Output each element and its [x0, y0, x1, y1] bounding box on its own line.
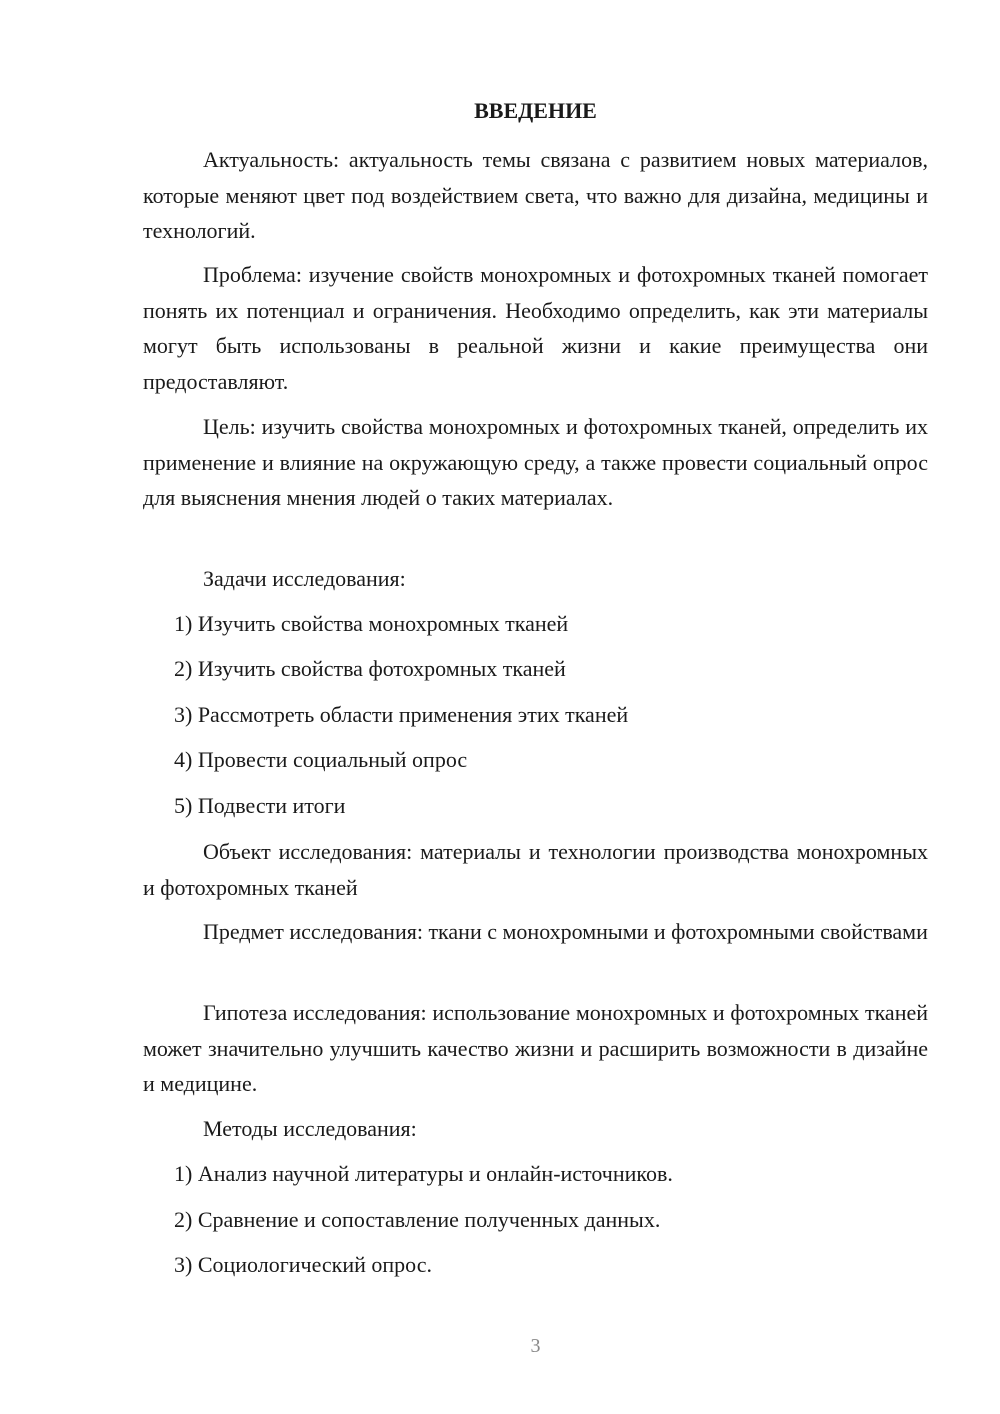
document-page [143, 0, 928, 1414]
methods-title: Методы исследования: [203, 1116, 417, 1141]
goal-paragraph: Цель: изучить свойства монохромных и фотохромных тканей, определить их применение и влияние на окружающую среду, а также провести социальный опрос для выяснения мнения людей о таких материалах. [143, 414, 928, 510]
subject-paragraph: Предмет исследования: ткани с монохромными и фотохромными свойствами [203, 919, 928, 944]
task-item: 3) Рассмотреть области применения этих тканей [174, 702, 629, 727]
object-paragraph: Объект исследования: материалы и технологии производства монохромных и фотохромных тканей [143, 839, 928, 900]
method-item: 1) Анализ научной литературы и онлайн-источников. [174, 1161, 673, 1186]
relevance-paragraph: Актуальность: актуальность темы связана с развитием новых материалов, которые меняют цвет под воздействием света, что важно для дизайна, медицины и технологий. [143, 147, 928, 243]
method-item: 3) Социологический опрос. [174, 1252, 432, 1277]
page-number: 3 [530, 1335, 541, 1357]
hypothesis-paragraph: Гипотеза исследования: использование монохромных и фотохромных тканей может значительно улучшить качество жизни и расширить возможности в дизайне и медицине. [143, 1000, 928, 1096]
tasks-title: Задачи исследования: [203, 566, 406, 591]
problem-paragraph: Проблема: изучение свойств монохромных и фотохромных тканей помогает понять их потенциал и ограничения. Необходимо определить, как эти материалы могут быть использованы в реальной жизни и какие преимущества они предоставляют. [143, 262, 928, 394]
task-item: 1) Изучить свойства монохромных тканей [174, 611, 569, 636]
task-item: 2) Изучить свойства фотохромных тканей [174, 656, 566, 681]
task-item: 4) Провести социальный опрос [174, 747, 468, 772]
task-item: 5) Подвести итоги [174, 793, 346, 818]
method-item: 2) Сравнение и сопоставление полученных данных. [174, 1207, 661, 1232]
page-title: ВВЕДЕНИЕ [474, 98, 597, 123]
